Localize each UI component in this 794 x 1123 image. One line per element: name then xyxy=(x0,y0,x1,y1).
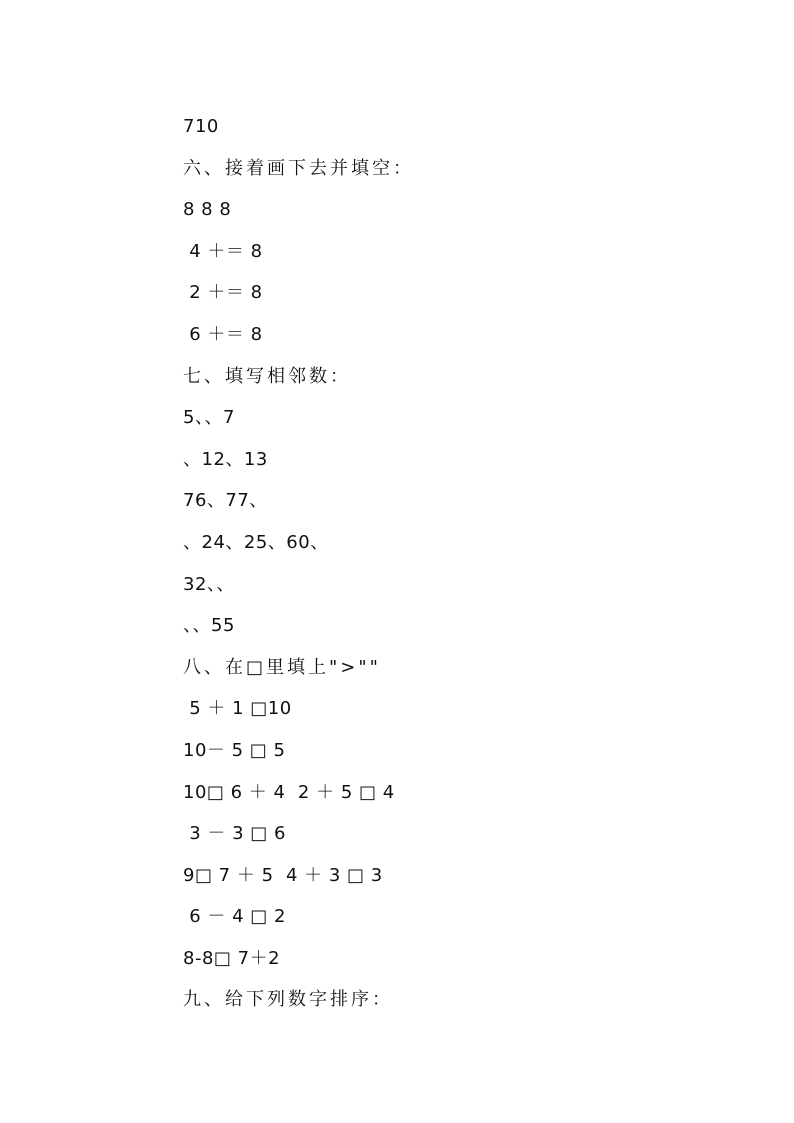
line-19: 9□ 7 ＋ 5 4 ＋ 3 □ 3 xyxy=(183,864,383,886)
line-13: 、、55 xyxy=(183,615,235,637)
line-21: 8-8□ 7＋2 xyxy=(183,947,281,969)
line-15: 5 ＋ 1 □10 xyxy=(183,698,292,720)
line-18: 3 － 3 □ 6 xyxy=(183,823,286,845)
line-9: 、12、13 xyxy=(183,448,268,470)
section-9-heading: 九、给下列数字排序： xyxy=(183,989,393,1011)
line-16: 10－ 5 □ 5 xyxy=(183,739,286,761)
section-8-heading: 八、在□里填上">"" xyxy=(183,656,381,678)
line-11: 、24、25、60、 xyxy=(183,531,329,553)
line-1: 710 xyxy=(183,116,219,137)
section-7-heading: 七、填写相邻数： xyxy=(183,365,351,387)
line-3: 8 8 8 xyxy=(183,199,232,221)
line-17: 10□ 6 ＋ 4 2 ＋ 5 □ 4 xyxy=(183,781,395,803)
line-20: 6 － 4 □ 2 xyxy=(183,906,286,928)
line-4: 4 ＋＝ 8 xyxy=(183,240,263,262)
line-6: 6 ＋＝ 8 xyxy=(183,323,263,345)
line-8: 5、、7 xyxy=(183,407,235,429)
line-12: 32、、 xyxy=(183,573,235,595)
section-6-heading: 六、接着画下去并填空： xyxy=(183,157,414,179)
line-5: 2 ＋＝ 8 xyxy=(183,282,263,304)
line-10: 76、77、 xyxy=(183,490,268,512)
worksheet-lines xyxy=(183,106,743,1021)
